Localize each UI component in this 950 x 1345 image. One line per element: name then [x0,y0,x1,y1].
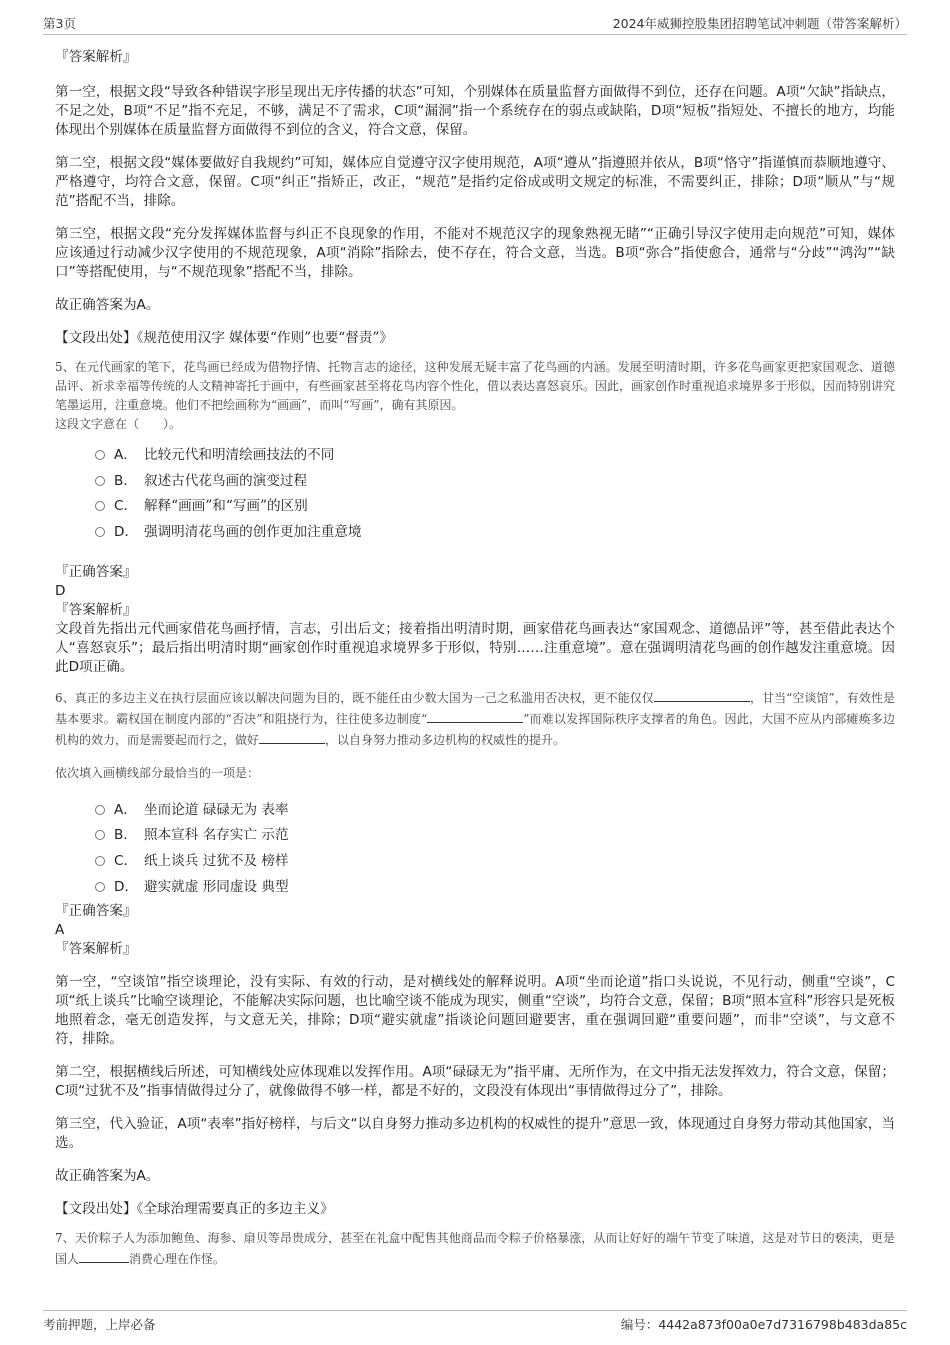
radio-icon[interactable] [95,882,105,892]
q6-ask: 依次填入画横线部分最恰当的一项是： [55,765,260,780]
q7-stem-part1: 7、天价粽子人为添加鲍鱼、海参、扇贝等昂贵成分，甚至在礼盒中配售其他商品而令粽子价格暴涨，从而让好好的端午节变了味道，这是对节日的亵渎，更是国人 [55,1230,895,1266]
q7-stem-part2: 消费心理在作怪。 [129,1251,226,1266]
q4-conclusion: 故正确答案为A。 [55,297,160,313]
radio-icon[interactable] [95,805,105,815]
q5-option-d[interactable] [95,517,895,543]
document-body [55,38,895,1269]
q6-stem [55,687,895,750]
option-letter: D． [114,878,139,895]
q6-analysis-para2: 第二空，根据横线后所述，可知横线处应体现难以发挥作用。A项“碌碌无为”指平庸、无所作为，在文中指无法发挥效力，符合文意，保留；C项“过犹不及”指事情做得过分了，就像做得不够一样，都是不好的，文段没有体现出“事情做得过分了”，排除。 [55,1063,895,1099]
q6-option-a[interactable] [95,795,895,821]
option-text: 避实就虚 形同虚设 典型 [144,878,289,895]
q5-ask: 这段文字意在（ ）。 [55,417,182,431]
q5-stem: 5、在元代画家的笔下，花鸟画已经成为借物抒情、托物言志的途径，这种发展无疑丰富了花鸟画的内涵。发展至明清时期，许多花鸟画家更把家国观念、道德品评、祈求幸福等传统的人文精神寄托于画中，有些画家甚至将花鸟内容个性化，借以表达喜怒哀乐。因此，画家创作时重视追求境界多于形似，因而特别讲究笔墨运用，注重意境。他们不把绘画称为“画画”，而叫“写画”，确有其原因。 [55,360,896,412]
q6-analysis-label: 『答案解析』 [55,940,137,957]
page-header [43,14,907,35]
q7-blank [79,1248,129,1263]
q5-option-b[interactable] [95,466,895,492]
q6-analysis-para3: 第三空，代入验证，A项“表率”指好榜样，与后文“以自身努力推动多边机构的权威性的提升”意思一致，体现通过自身努力带动其他国家，当选。 [55,1115,895,1151]
option-text: 照本宣科 名存实亡 示范 [144,827,289,844]
q4-source: 【文段出处】《规范使用汉字 媒体要“作则”也要“督责”》 [55,330,393,346]
q4-analysis-para3: 第三空，根据文段“充分发挥媒体监督与纠正不良现象的作用，不能对不规范汉字的现象熟视无睹”“正确引导汉字使用走向规范”可知，媒体应该通过行动减少汉字使用的不规范现象，A项“消除”指除去，使不存在，符合文意，当选。B项“弥合”指使愈合，通常与“分歧”“鸿沟”“缺口”等搭配使用，与“不规范现象”搭配不当，排除。 [55,226,895,280]
q6-conclusion: 故正确答案为A。 [55,1167,160,1184]
option-text: 比较元代和明清绘画技法的不同 [144,446,335,463]
q6-option-c[interactable] [95,846,895,872]
q6-blank-2 [427,708,523,723]
document-title: 2024年威狮控股集团招聘笔试冲刺题（带答案解析） [612,16,907,31]
q5-answer-label: 『正确答案』 [55,563,137,580]
q5-analysis: 文段首先指出元代画家借花鸟画抒情，言志，引出后文；接着指出明清时期，画家借花鸟画表达“家国观念、道德品评”等，甚至借此表达个人“喜怒哀乐”；最后指出明清时期“画家创作时重视追求境界多于形似，特别……注重意境”。意在强调明清花鸟画的创作越发注重意境。因此D项正确。 [55,620,895,675]
q6-source: 【文段出处】《全球治理需要真正的多边主义》 [55,1200,334,1217]
q7-stem [55,1229,895,1269]
page-number: 第3页 [43,16,76,31]
option-text: 叙述古代花鸟画的演变过程 [144,472,308,489]
option-letter: A． [114,446,137,463]
option-letter: D． [114,523,139,540]
radio-icon[interactable] [95,476,105,486]
option-text: 解释“画画”和“写画”的区别 [144,498,308,515]
q5-option-a[interactable] [95,440,895,466]
document-id: 编号：4442a873f00a0e7d7316798b483da85c [620,1317,907,1332]
radio-icon[interactable] [95,527,105,537]
q4-analysis-para2: 第二空，根据文段“媒体要做好自我规约”可知，媒体应自觉遵守汉字使用规范，A项“遵从”指遵照并依从，B项“恪守”指谨慎而恭顺地遵守、严格遵守，均符合文意，保留。C项“纠正”指矫正，改正，“规范”是指约定俗成或明文规定的标准，不需要纠正，排除；D项“顺从”与“规范”搭配不当，排除。 [55,155,895,209]
option-text: 强调明清花鸟画的创作更加注重意境 [144,523,362,540]
q6-stem-part4: ，以自身努力推动多边机构的权威性的提升。 [325,732,566,747]
q6-blank-1 [654,687,750,702]
radio-icon[interactable] [95,856,105,866]
radio-icon[interactable] [95,501,105,511]
option-letter: B． [114,472,137,489]
q6-answer: A [55,921,65,938]
q6-option-b[interactable] [95,820,895,846]
q6-stem-part3: ”而难以发挥国际秩序支撑者的角色。因此，大国不应从内部瘫痪多边机构的效力，而是需要起而行之，做好 [55,711,895,747]
q5-analysis-label: 『答案解析』 [55,601,137,618]
option-text: 纸上谈兵 过犹不及 榜样 [144,852,289,869]
q5-options [95,440,895,543]
radio-icon[interactable] [95,830,105,840]
footer-slogan: 考前押题，上岸必备 [43,1317,156,1332]
q4-analysis-label: 『答案解析』 [55,49,137,65]
q5-option-c[interactable] [95,491,895,517]
option-text: 坐而论道 碌碌无为 表率 [144,801,289,818]
page-footer [43,1310,907,1339]
q6-stem-part1: 6、真正的多边主义在执行层面应该以解决问题为目的，既不能任由少数大国为一己之私滥用否决权，更不能仅仅 [55,690,654,705]
q4-analysis-para1: 第一空，根据文段“导致各种错误字形呈现出无序传播的状态”可知，个别媒体在质量监督方面做得不到位，还存在问题。A项“欠缺”指缺点，不足之处，B项“不足”指不充足，不够，满足不了需求，C项“漏洞”指一个系统存在的弱点或缺陷，D项“短板”指短处、不擅长的地方，均能体现出个别媒体在质量监督方面做得不到位的含义，符合文意，保留。 [55,84,895,138]
option-letter: C． [114,852,138,869]
option-letter: B． [114,827,137,844]
q6-blank-3 [259,729,325,744]
q6-stem-part2: ，甘当“空谈馆”，有效性是基本要求。霸权国在制度内部的“否决”和阻挠行为，往往使多边制度“ [55,690,896,726]
q6-option-d[interactable] [95,872,895,898]
option-letter: A． [114,801,137,818]
option-letter: C． [114,498,138,515]
q6-options [95,795,895,898]
q5-answer: D [55,582,66,599]
q6-answer-label: 『正确答案』 [55,902,137,919]
radio-icon[interactable] [95,450,105,460]
q6-analysis-para1: 第一空，“空谈馆”指空谈理论，没有实际、有效的行动，是对横线处的解释说明。A项“坐而论道”指口头说说，不见行动，侧重“空谈”，C项“纸上谈兵”比喻空谈理论，不能解决实际问题，也比喻空谈不能成为现实，侧重“空谈”，均符合文意，保留；B项“照本宣科”形容只是死板地照着念，毫无创造发挥，与文意无关，排除；D项“避实就虚”指谈论问题回避要害，重在强调回避“重要问题”，而非“空谈”，与文意不符，排除。 [55,973,896,1047]
